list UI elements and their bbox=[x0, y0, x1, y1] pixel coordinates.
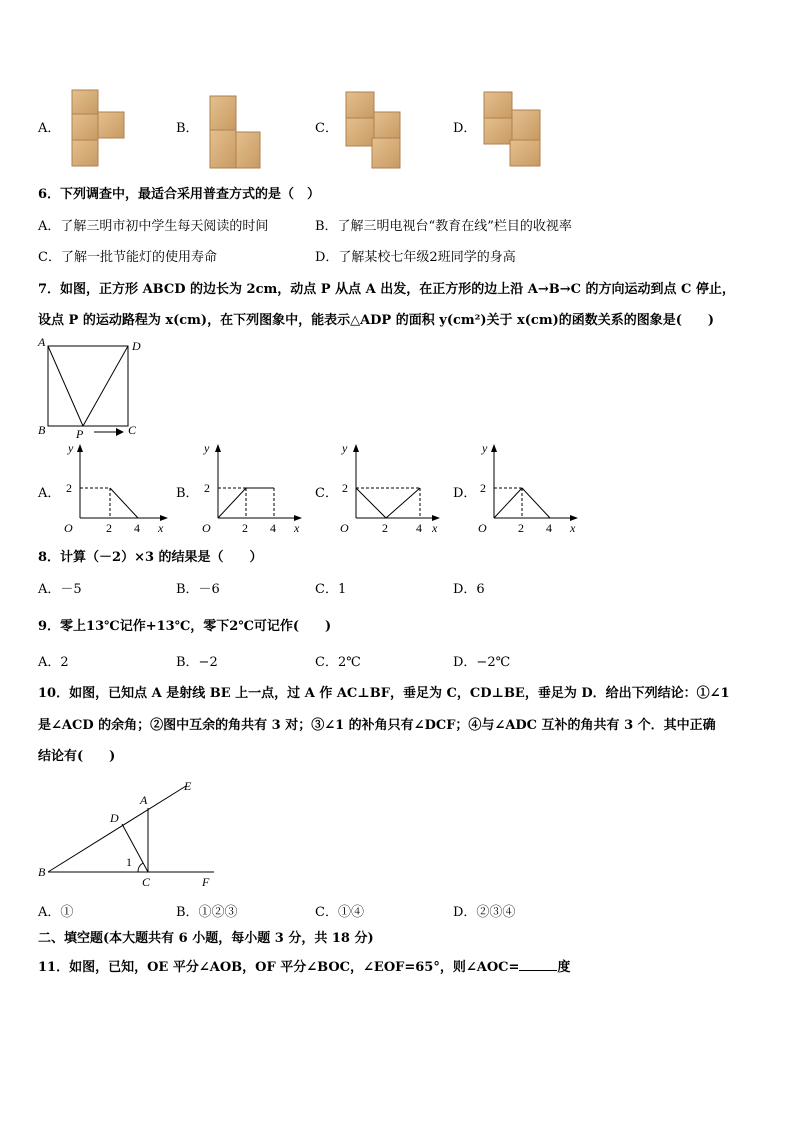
q10-label-f: F bbox=[202, 875, 210, 889]
cube-figure-d bbox=[480, 88, 544, 170]
q7-stem-line2: 设点 P 的运动路程为 x(cm)，在下列图象中，能表示△ADP 的面积 y(cm²)关于 x(cm)的函数关系的图象是( ) bbox=[38, 313, 715, 328]
q10-option-c: C．①④ bbox=[315, 905, 364, 920]
tick-2: 2 bbox=[382, 521, 388, 535]
tick-4: 4 bbox=[546, 521, 552, 535]
q11-answer-blank bbox=[519, 958, 557, 971]
q10-label-a: A bbox=[140, 793, 148, 807]
axis-origin: O bbox=[64, 521, 73, 535]
q11-stem-text: 11．如图，已知，OE 平分∠AOB，OF 平分∠BOC，∠EOF=65°，则∠AOC= bbox=[38, 960, 520, 975]
q7-graph-a-label: A． bbox=[38, 486, 61, 501]
axis-origin: O bbox=[340, 521, 349, 535]
q9-stem: 9．零上13℃记作+13℃，零下2℃可记作( ) bbox=[38, 619, 332, 634]
cube-figure-a bbox=[64, 86, 130, 172]
tick-2: 2 bbox=[518, 521, 524, 535]
axis-origin: O bbox=[202, 521, 211, 535]
q7-graph-a bbox=[56, 438, 171, 538]
q8-option-a: A．－5 bbox=[38, 582, 82, 597]
axis-x: x bbox=[570, 521, 576, 535]
q10-stem-line3: 结论有( ) bbox=[38, 749, 116, 764]
axis-y: y bbox=[342, 441, 348, 455]
q7-graph-b-label: B． bbox=[176, 486, 199, 501]
q6-stem: 6．下列调查中，最适合采用普查方式的是（ ） bbox=[38, 187, 321, 202]
q7-graph-b bbox=[194, 438, 309, 538]
q11-stem bbox=[38, 958, 570, 976]
tick-2: 2 bbox=[342, 481, 348, 495]
q10-label-b: B bbox=[38, 865, 46, 879]
q10-stem-line1: 10．如图，已知点 A 是射线 BE 上一点，过 A 作 AC⊥BF，垂足为 C，CD⊥BE，垂足为 D．给出下列结论：①∠1 bbox=[38, 686, 730, 701]
tick-4: 4 bbox=[416, 521, 422, 535]
q10-stem-line2: 是∠ACD 的余角；②图中互余的角共有 3 对；③∠1 的补角只有∠DCF；④与∠ADC 互补的角共有 3 个．其中正确 bbox=[38, 718, 716, 733]
q7-stem-line1: 7．如图，正方形 ABCD 的边长为 2cm，动点 P 从点 A 出发，在正方形的边上沿 A→B→C 的方向运动到点 C 停止， bbox=[38, 282, 735, 297]
section-heading: 二、填空题(本大题共有 6 小题，每小题 3 分，共 18 分) bbox=[38, 931, 374, 946]
axis-y: y bbox=[204, 441, 210, 455]
axis-x: x bbox=[432, 521, 438, 535]
q10-label-c: C bbox=[142, 875, 151, 889]
tick-2: 2 bbox=[480, 481, 486, 495]
q8-option-b: B．－6 bbox=[176, 582, 220, 597]
q7-label-p: P bbox=[76, 427, 84, 441]
axis-origin: O bbox=[478, 521, 487, 535]
q7-graph-c bbox=[332, 438, 447, 538]
q10-option-a: A．① bbox=[38, 905, 74, 920]
q5-option-b-label: B． bbox=[176, 121, 199, 136]
tick-4: 4 bbox=[270, 521, 276, 535]
q9-option-b: B．−2 bbox=[176, 655, 218, 670]
tick-4: 4 bbox=[134, 521, 140, 535]
q7-graph-d-label: D． bbox=[453, 486, 477, 501]
axis-y: y bbox=[68, 441, 74, 455]
q5-option-d-label: D． bbox=[453, 121, 477, 136]
axis-x: x bbox=[158, 521, 164, 535]
q9-option-a: A．2 bbox=[38, 655, 69, 670]
q8-stem: 8．计算（－2）×3 的结果是（ ） bbox=[38, 550, 263, 565]
q7-graph-d bbox=[470, 438, 585, 538]
q10-figure bbox=[34, 774, 224, 890]
q7-label-a: A bbox=[38, 336, 46, 349]
q9-option-c: C．2℃ bbox=[315, 655, 361, 670]
tick-2: 2 bbox=[66, 481, 72, 495]
q10-option-d: D．②③④ bbox=[453, 905, 516, 920]
q10-label-e: E bbox=[184, 779, 192, 793]
q7-label-b: B bbox=[38, 423, 46, 437]
q7-graph-c-label: C． bbox=[315, 486, 338, 501]
q6-option-d: D．了解某校七年级2班同学的身高 bbox=[315, 250, 516, 265]
axis-y: y bbox=[482, 441, 488, 455]
q11-unit: 度 bbox=[557, 960, 571, 975]
tick-2: 2 bbox=[242, 521, 248, 535]
q6-option-b: B．了解三明电视台“教育在线”栏目的收视率 bbox=[315, 219, 572, 234]
q5-option-a-label: A． bbox=[38, 121, 61, 136]
q5-option-c-label: C． bbox=[315, 121, 338, 136]
q9-option-d: D．−2℃ bbox=[453, 655, 511, 670]
q10-option-b: B．①②③ bbox=[176, 905, 238, 920]
axis-x: x bbox=[294, 521, 300, 535]
tick-2: 2 bbox=[204, 481, 210, 495]
q7-label-d: D bbox=[132, 339, 141, 353]
cube-figure-b bbox=[204, 92, 264, 172]
tick-2: 2 bbox=[106, 521, 112, 535]
q10-label-d: D bbox=[110, 811, 119, 825]
q8-option-d: D．6 bbox=[453, 582, 485, 597]
q7-label-c: C bbox=[128, 423, 137, 437]
q7-square-figure bbox=[34, 336, 154, 442]
q6-option-c: C．了解一批节能灯的使用寿命 bbox=[38, 250, 217, 265]
cube-figure-c bbox=[342, 88, 404, 174]
q6-option-a: A．了解三明市初中学生每天阅读的时间 bbox=[38, 219, 269, 234]
q8-option-c: C．1 bbox=[315, 582, 347, 597]
q10-label-angle1: 1 bbox=[126, 855, 132, 869]
